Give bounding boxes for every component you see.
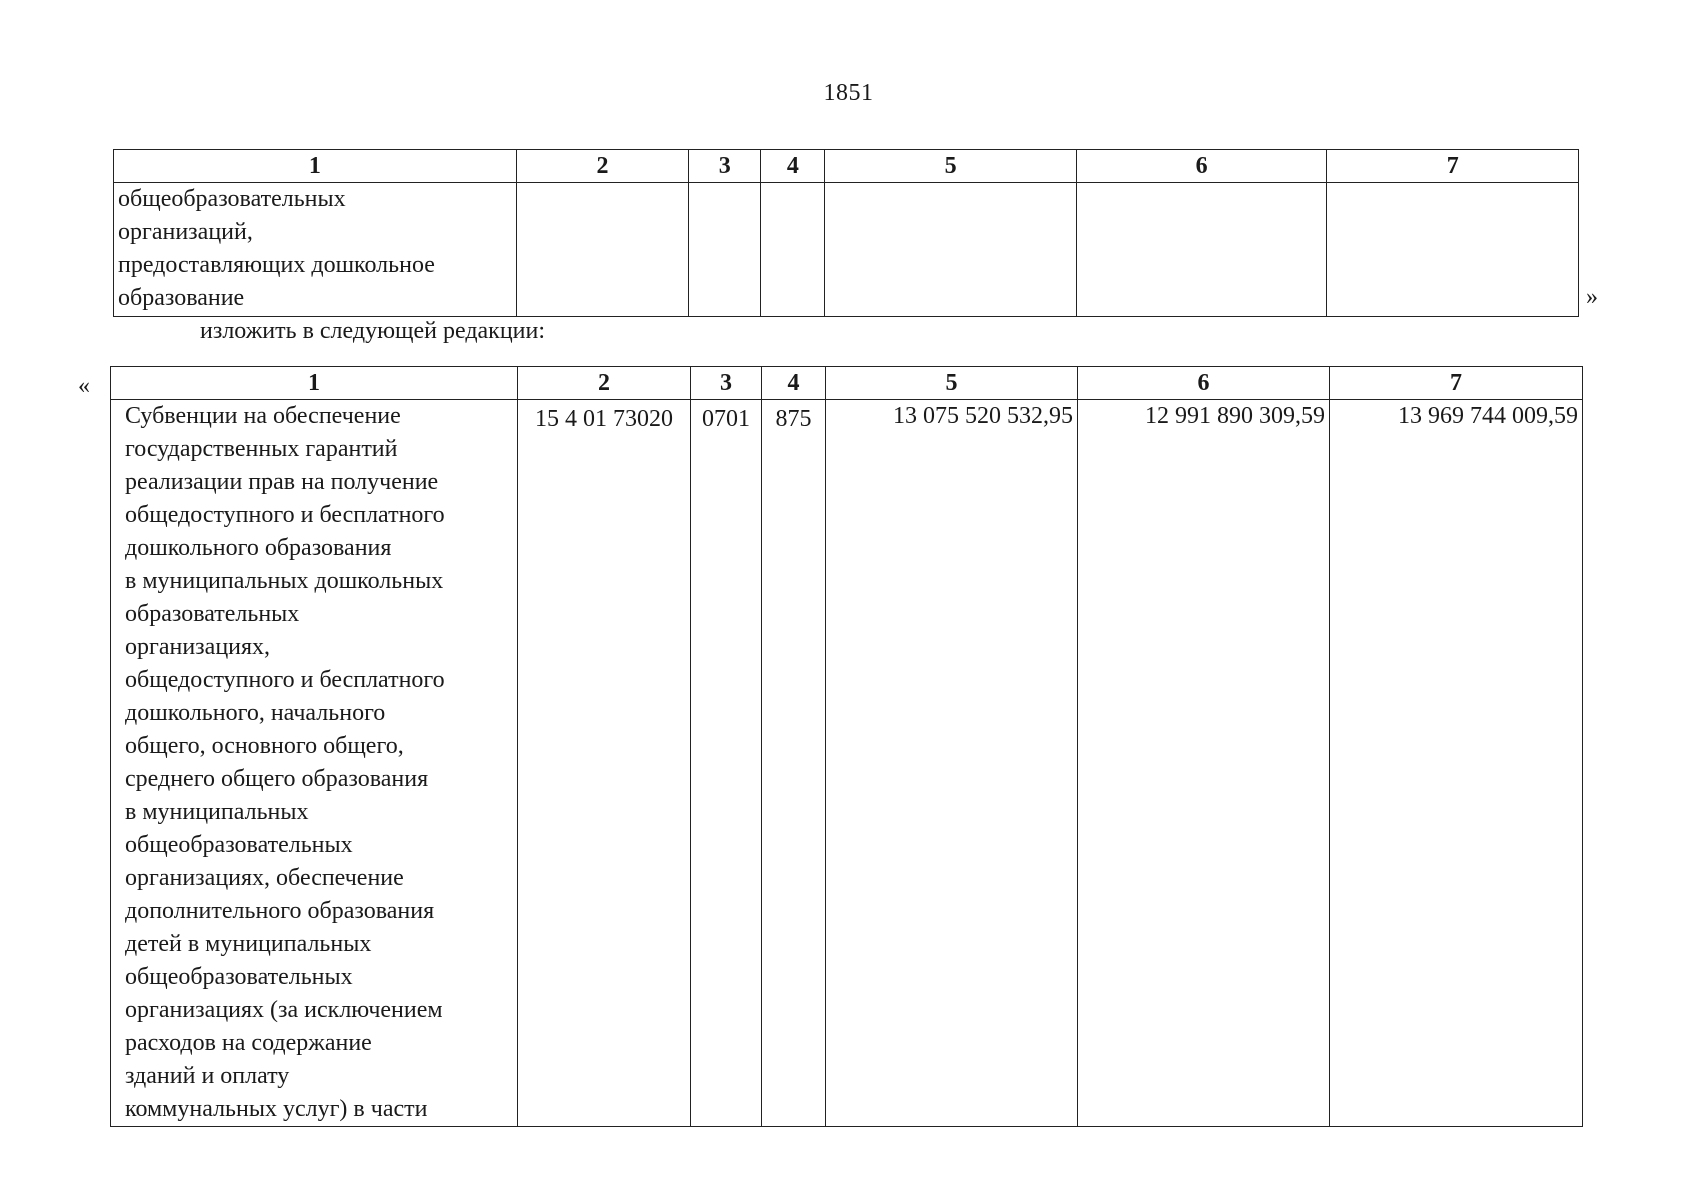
section-code: 0701 — [691, 400, 762, 1127]
column-header-5: 5 — [825, 150, 1077, 183]
amount-column-6: 12 991 890 309,59 — [1078, 400, 1330, 1127]
old-row-cell-3 — [689, 183, 761, 317]
old-row-cell-2 — [516, 183, 688, 317]
column-header-4: 4 — [761, 150, 825, 183]
expense-type-code: 875 — [762, 400, 826, 1127]
column-header-2: 2 — [516, 150, 688, 183]
column-header-1: 1 — [114, 150, 517, 183]
old-row-cell-5 — [825, 183, 1077, 317]
column-header-6: 6 — [1076, 150, 1327, 183]
new-table-header-row — [111, 367, 1583, 400]
column-header-7: 7 — [1330, 367, 1583, 400]
old-table-fragment — [113, 149, 1579, 317]
new-table-row — [111, 400, 1583, 1127]
column-header-1: 1 — [111, 367, 518, 400]
old-row-cell-7 — [1327, 183, 1579, 317]
amount-column-7: 13 969 744 009,59 — [1330, 400, 1583, 1127]
instruction-text: изложить в следующей редакции: — [200, 318, 546, 344]
column-header-2: 2 — [518, 367, 691, 400]
column-header-6: 6 — [1078, 367, 1330, 400]
old-row-cell-4 — [761, 183, 825, 317]
column-header-7: 7 — [1327, 150, 1579, 183]
column-header-3: 3 — [691, 367, 762, 400]
old-row-cell-6 — [1076, 183, 1327, 317]
new-table — [110, 366, 1583, 1127]
old-table-row — [114, 183, 1579, 317]
closing-quote: » — [1586, 284, 1598, 310]
new-row-description: Субвенции на обеспечение государственных гарантий реализации прав на получение общедоступного и бесплатного дошкольного образования в муниципальных дошкольных образовательных организациях, общедоступного и бесплатного дошкольного, начального общего, основного общего, среднего общего образования в муниципальных общеобразовательных организациях, обеспечение дополнительного образования детей в муниципальных общеобразовательных организациях (за исключением расходов на содержание зданий и оплату коммунальных услуг) в части — [111, 400, 518, 1127]
page-number: 1851 — [823, 80, 874, 106]
column-header-4: 4 — [762, 367, 826, 400]
opening-quote: « — [78, 373, 90, 399]
old-row-description: общеобразовательных организаций, предоставляющих дошкольное образование — [114, 183, 517, 317]
column-header-3: 3 — [689, 150, 761, 183]
amount-column-5: 13 075 520 532,95 — [826, 400, 1078, 1127]
old-table-header-row — [114, 150, 1579, 183]
target-article-code: 15 4 01 73020 — [518, 400, 691, 1127]
column-header-5: 5 — [826, 367, 1078, 400]
